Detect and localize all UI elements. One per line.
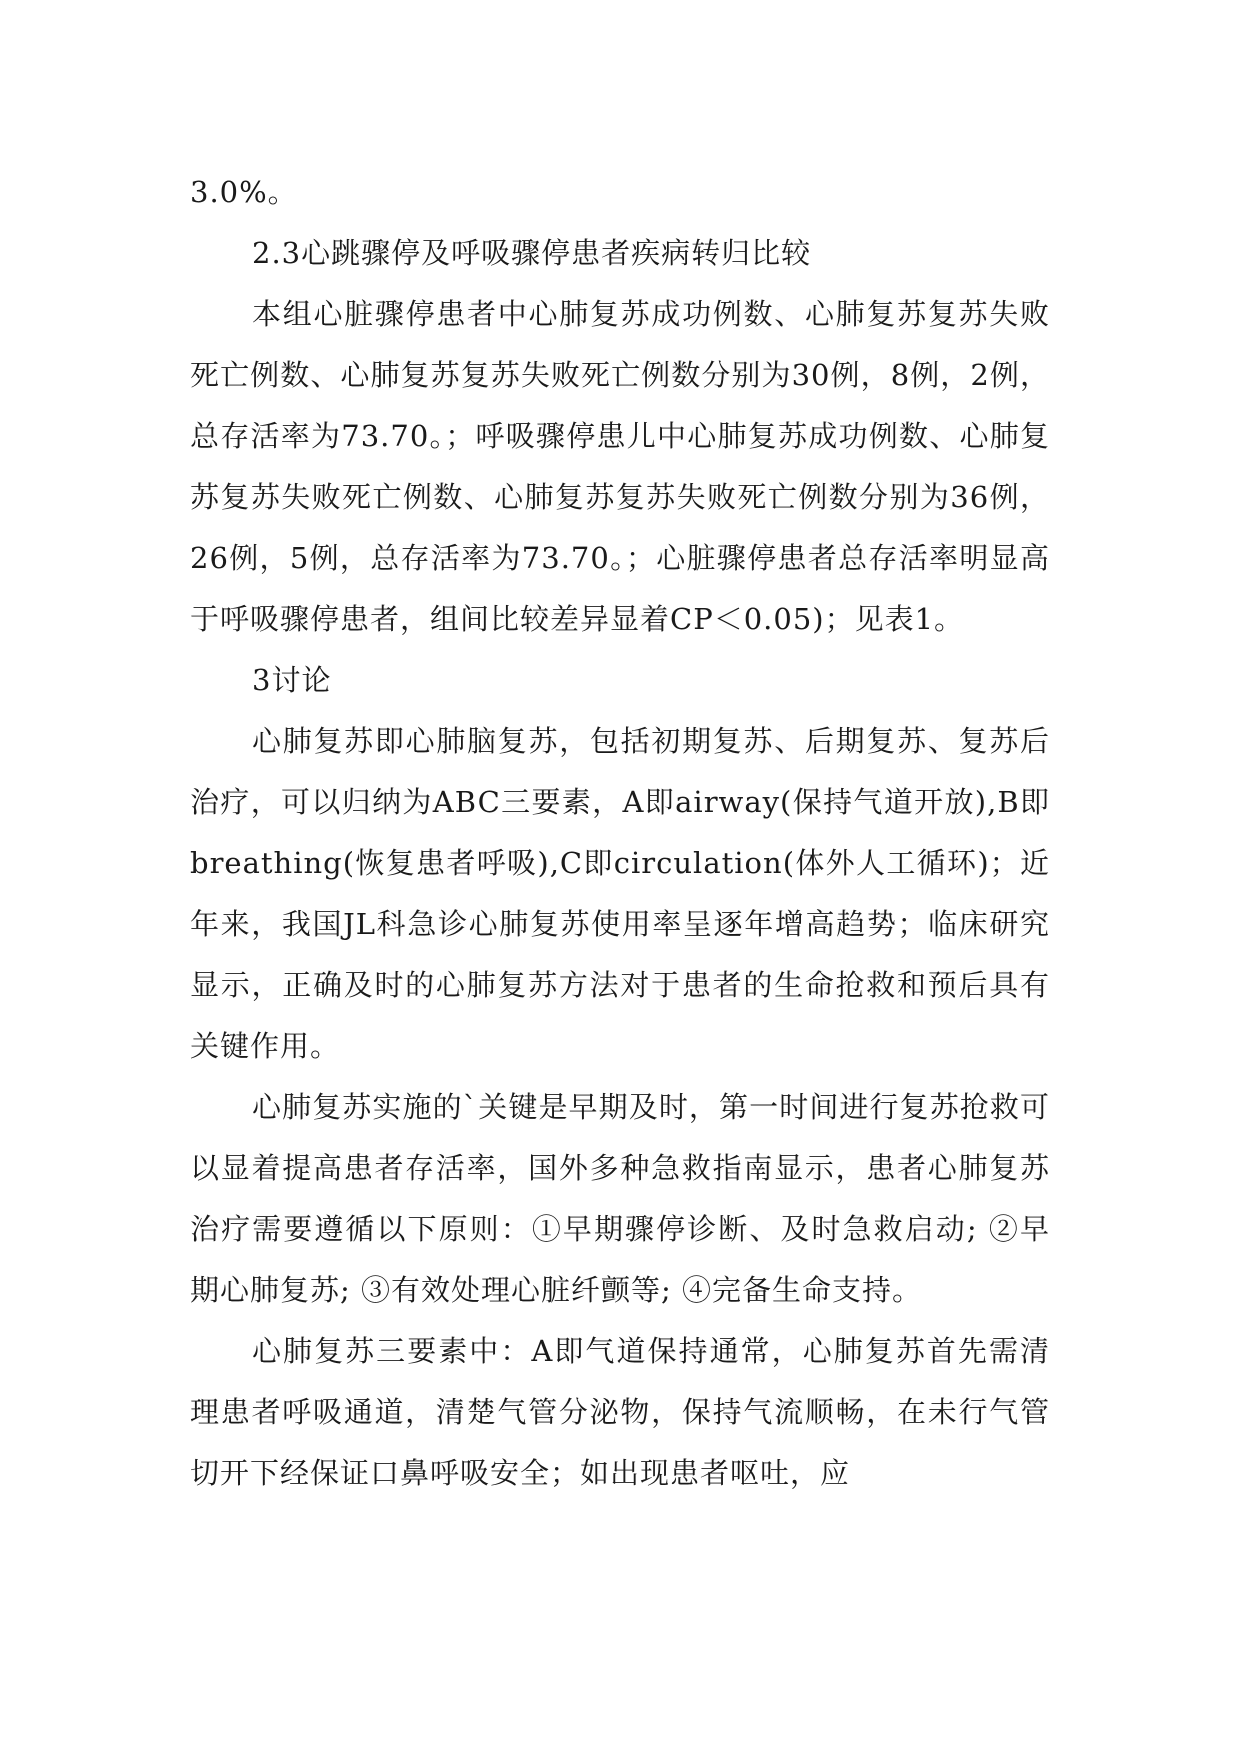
paragraph-cpr-abc: 心肺复苏即心肺脑复苏，包括初期复苏、后期复苏、复苏后治疗，可以归纳为ABC三要素，A即airway(保持气道开放),B即breathing(恢复患者呼吸),C即circulation(体外人工循环)；近年来，我国JL科急诊心肺复苏使用率呈逐年增高趋势；临床研究显示，正确及时的心肺复苏方法对于患者的生命抢救和预后具有关键作用。 [190,724,1050,1063]
document-body [190,162,1050,1504]
paragraph-airway: 心肺复苏三要素中：A即气道保持通常，心肺复苏首先需清理患者呼吸通道，清楚气管分泌物，保持气流顺畅，在未行气管切开下经保证口鼻呼吸安全；如出现患者呕吐，应 [190,1334,1050,1490]
paragraph-cpr-principles: 心肺复苏实施的`关键是早期及时，第一时间进行复苏抢救可以显着提高患者存活率，国外多种急救指南显示，患者心肺复苏治疗需要遵循以下原则：①早期骤停诊断、及时急救启动; ②早期心肺复苏; ③有效处理心脏纤颤等; ④完备生命支持。 [190,1090,1050,1307]
paragraph-continuation: 3.0%。 [190,175,298,209]
section-heading-discussion: 3讨论 [252,663,332,697]
section-heading-2-3: 2.3心跳骤停及呼吸骤停患者疾病转归比较 [252,236,812,270]
paragraph-survival-results: 本组心脏骤停患者中心肺复苏成功例数、心肺复苏复苏失败死亡例数、心肺复苏复苏失败死亡例数分别为30例，8例，2例，总存活率为73.70。；呼吸骤停患儿中心肺复苏成功例数、心肺复苏复苏失败死亡例数、心肺复苏复苏失败死亡例数分别为36例，26例，5例，总存活率为73.70。；心脏骤停患者总存活率明显高于呼吸骤停患者，组间比较差异显着CP＜0.05)；见表1。 [190,297,1050,636]
